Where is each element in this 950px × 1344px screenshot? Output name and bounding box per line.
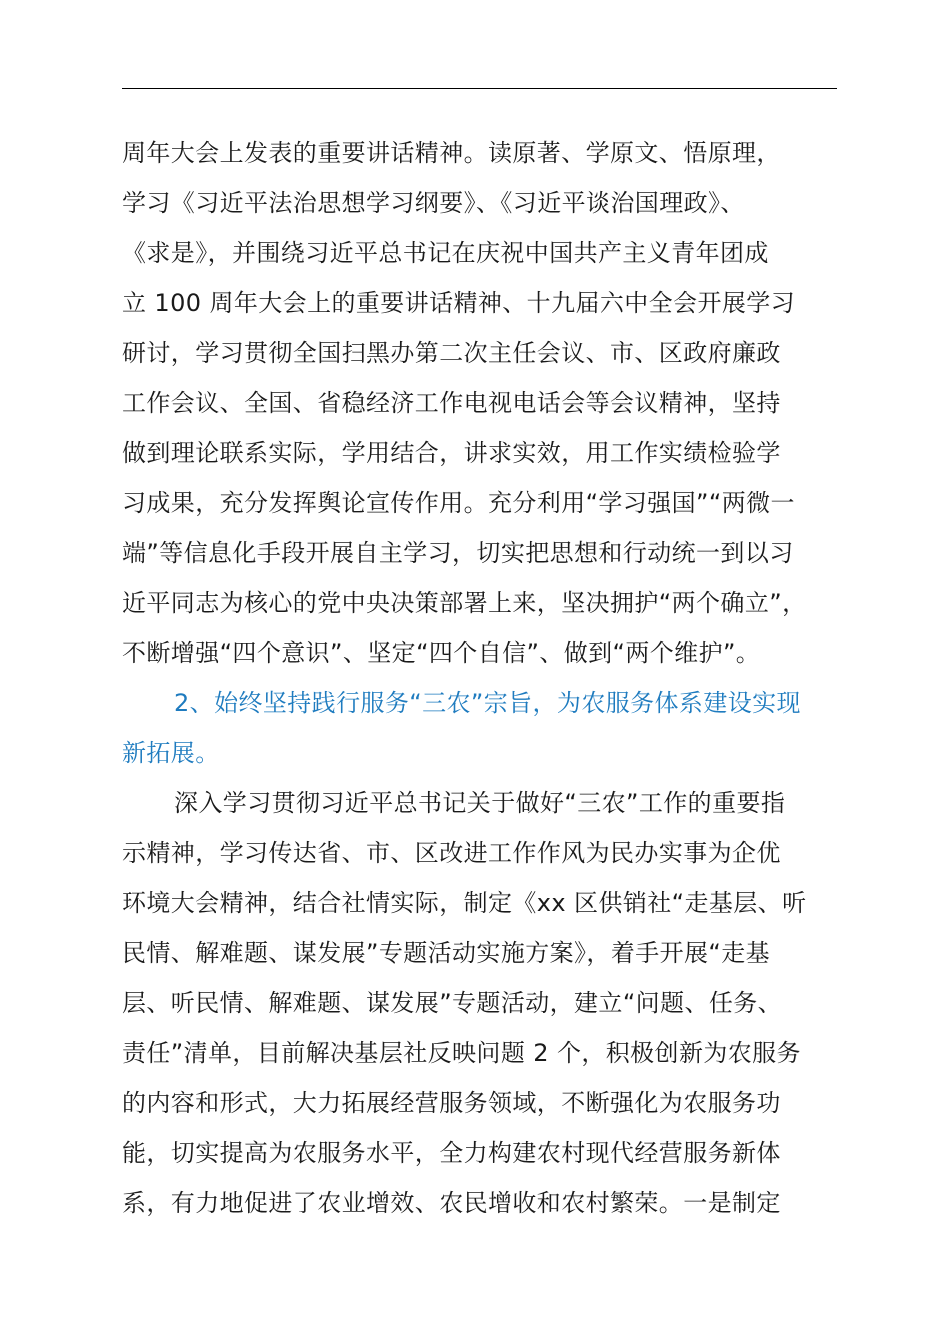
document-body <box>122 128 838 1228</box>
text-line: 近平同志为核心的党中央决策部署上来，坚决拥护“两个确立”， <box>122 589 807 617</box>
text-line: 《求是》，并围绕习近平总书记在庆祝中国共产主义青年团成 <box>122 239 769 267</box>
text-line: 层、听民情、解难题、谋发展”专题活动，建立“问题、任务、 <box>122 989 783 1017</box>
text-line: 责任”清单，目前解决基层社反映问题 2 个，积极创新为农服务 <box>122 1039 801 1067</box>
text-line: 民情、解难题、谋发展”专题活动实施方案》，着手开展“走基 <box>122 939 771 967</box>
text-line: 习成果，充分发挥舆论宣传作用。充分利用“学习强国”“两微一 <box>122 489 795 517</box>
paragraph <box>122 778 838 1228</box>
text-line: 做到理论联系实际，学用结合，讲求实效，用工作实绩检验学 <box>122 439 781 467</box>
text-line: 学习《习近平法治思想学习纲要》、《习近平谈治国理政》、 <box>122 189 745 217</box>
text-line: 的内容和形式，大力拓展经营服务领域，不断强化为农服务功 <box>122 1089 781 1117</box>
text-line: 示精神，学习传达省、市、区改进工作作风为民办实事为企优 <box>122 839 781 867</box>
heading-line: 2、始终坚持践行服务“三农”宗旨，为农服务体系建设实现 <box>174 689 801 717</box>
section-heading <box>122 678 838 778</box>
text-line: 系，有力地促进了农业增效、农民增收和农村繁荣。一是制定 <box>122 1189 781 1217</box>
text-line: 周年大会上发表的重要讲话精神。读原著、学原文、悟原理， <box>122 139 781 167</box>
text-line: 深入学习贯彻习近平总书记关于做好“三农”工作的重要指 <box>174 789 786 817</box>
header-rule <box>122 88 837 89</box>
text-line: 能，切实提高为农服务水平，全力构建农村现代经营服务新体 <box>122 1139 781 1167</box>
paragraph-continued <box>122 128 838 678</box>
text-line: 环境大会精神，结合社情实际，制定《xx 区供销社“走基层、听 <box>122 889 807 917</box>
heading-line: 新拓展。 <box>122 739 220 767</box>
text-line: 不断增强“四个意识”、坚定“四个自信”、做到“两个维护”。 <box>122 639 761 667</box>
text-line: 端”等信息化手段开展自主学习，切实把思想和行动统一到以习 <box>122 539 794 567</box>
text-line: 工作会议、全国、省稳经济工作电视电话会等会议精神，坚持 <box>122 389 781 417</box>
text-line: 研讨，学习贯彻全国扫黑办第二次主任会议、市、区政府廉政 <box>122 339 781 367</box>
text-line: 立 100 周年大会上的重要讲话精神、十九届六中全会开展学习 <box>122 289 796 317</box>
